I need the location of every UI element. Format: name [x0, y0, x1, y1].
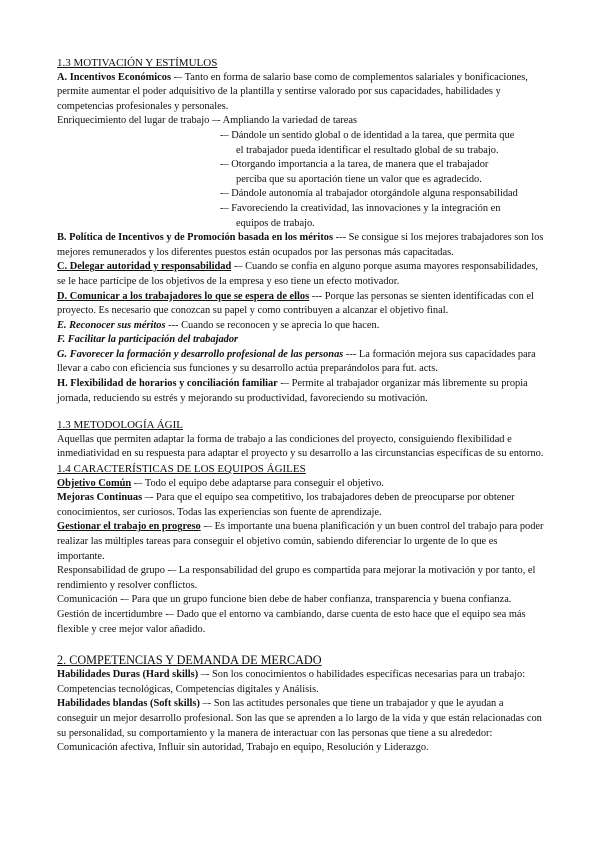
sub-item-importancia-cont: perciba que su aportación tiene un valor que es agradecido. [236, 173, 482, 185]
paragraph-responsabilidad: Responsabilidad de grupo -– La responsabilidad del grupo es compartida para mejorar la motivación y por tanto, el rendimiento y resolver conflictos. [57, 565, 536, 591]
term-facilitar: F. Facilitar la participación del trabajador [57, 334, 239, 346]
term-hard-skills: Habilidades Duras (Hard skills) [57, 669, 199, 681]
sub-item-sentido-global: -– Dándole un sentido global o de identidad a la tarea, que permita que [220, 129, 515, 141]
spacer [57, 406, 545, 418]
paragraph-incertidumbre: Gestión de incertidumbre -– Dado que el entorno va cambiando, darse cuenta de esto hace que el equipo sea más flexible y cree mejor valor añadido. [57, 608, 526, 635]
term-soft-skills: Habilidades blandas (Soft skills) [57, 698, 200, 710]
sub-item-creatividad-cont: equipos de trabajo. [236, 217, 315, 229]
term-politica-incentivos: B. Política de Incentivos y de Promoción basada en los méritos [57, 232, 334, 244]
sub-item-sentido-global-cont: el trabajador pueda identificar el resultado global de su trabajo. [236, 144, 499, 156]
spacer [57, 637, 545, 652]
paragraph-facilitar [57, 333, 545, 348]
paragraph-comunicacion: Comunicación -– Para que un grupo funcione bien debe de haber confianza, transparencia y buena confianza. [57, 594, 512, 606]
paragraph-incentivos-economicos: A. Incentivos Económicos -– Tanto en forma de salario base como de complementos salariales y bonificaciones, permite aumentar el poder adquisitivo de la plantilla y sentirse valorado por sus capacidades, habilidades y competencias profesionales y personales. [57, 71, 528, 112]
sub-item-autonomia: -– Dándole autonomía al trabajador otorgándole alguna responsabilidad [220, 188, 518, 200]
sub-item-importancia: -– Otorgando importancia a la tarea, de manera que el trabajador [220, 159, 489, 171]
term-formacion: G. Favorecer la formación y desarrollo profesional de las personas [57, 348, 344, 360]
term-comunicar: D. Comunicar a los trabajadores lo que se espera de ellos [57, 290, 310, 302]
document-page [57, 56, 545, 756]
term-objetivo-comun: Objetivo Común [57, 477, 132, 489]
term-incentivos-economicos: A. Incentivos Económicos [57, 71, 172, 83]
paragraph-mejoras-continuas: Mejoras Continuas –- Para que el equipo sea competitivo, los trabajadores deben de preocuparse por obtener conocimientos, ser curiosos. Todas las experiencias son fuente de aprendizaje. [57, 492, 515, 518]
term-mejoras-continuas: Mejoras Continuas [57, 492, 143, 504]
paragraph-flexibilidad: H. Flexibilidad de horarios y conciliación familiar -– Permite al trabajador organizar más libremente su propia jornada, reduciendo su estrés y mejorando su productividad, favoreciendo su motivación. [57, 378, 528, 404]
paragraph-formacion: G. Favorecer la formación y desarrollo profesional de las personas --- La formación mejora sus capacidades para llevar a cabo con eficiencia sus funciones y su desarrollo actúa preparándolos para fut. acts. [57, 348, 536, 375]
paragraph-hard-skills: Habilidades Duras (Hard skills) –- Son los conocimientos o habilidades específicas necesarias para un trabajo: Competencias tecnológicas, Competencias digitales y Análisis. [57, 669, 526, 695]
term-flexibilidad: H. Flexibilidad de horarios y conciliación familiar [57, 378, 278, 390]
term-reconocer: E. Reconocer sus méritos [57, 319, 166, 331]
sub-item-creatividad: -– Favoreciendo la creatividad, las innovaciones y la integración en [220, 202, 501, 214]
paragraph-enriquecimiento: Enriquecimiento del lugar de trabajo –- Ampliando la variedad de tareas [57, 115, 358, 127]
paragraph-reconocer: E. Reconocer sus méritos --- Cuando se reconocen y se aprecia lo que hacen. [57, 319, 380, 331]
section-title-motivacion: 1.3 MOTIVACIÓN Y ESTÍMULOS [57, 57, 218, 69]
paragraph-politica-incentivos: B. Política de Incentivos y de Promoción basada en los méritos --- Se consigue si los mejores trabajadores son los mejores remunerados y los diferentes puestos están ocupados por las personas más capacitadas. [57, 232, 544, 258]
section-title-metodologia: 1.3 METODOLOGÍA ÁGIL [57, 419, 183, 432]
paragraph-delegar-autoridad: C. Delegar autoridad y responsabilidad -– Cuando se confía en alguno porque asuma mayores responsabilidades, se le hace partícipe de los objetivos de la empresa y eso tiene un efecto motivador. [57, 261, 538, 287]
section-title-equipos-agiles: 1.4 CARACTERÍSTICAS DE LOS EQUIPOS ÁGILES [57, 463, 306, 476]
term-delegar-autoridad: C. Delegar autoridad y responsabilidad [57, 261, 232, 273]
paragraph-metodologia: Aquellas que permiten adaptar la forma de trabajo a las condiciones del proyecto, consiguiendo flexibilidad e inmediatividad en su respuesta para adaptar el proyecto y su desarrollo a las circunstancias específicas de su entorno. [57, 433, 544, 460]
paragraph-soft-skills: Habilidades blandas (Soft skills) –- Son las actitudes personales que tiene un trabajador y que le ayudan a conseguir un mejor desarrollo profesional. Son las que se aprenden a lo largo de la vida y que están relacionadas con su personalidad, su comportamiento y la manera de interactuar con las personas que tiene a su alrededor: Comunicación afectiva, Influir sin autoridad, Trabajo en equipo, Resolución y Liderazgo. [57, 698, 542, 754]
paragraph-objetivo-comun: Objetivo Común -– Todo el equipo debe adaptarse para conseguir el objetivo. [57, 477, 384, 489]
term-gestionar-trabajo: Gestionar el trabajo en progreso [57, 521, 201, 533]
paragraph-gestionar-trabajo: Gestionar el trabajo en progreso -– Es importante una buena planificación y un buen control del trabajo para poder realizar las múltiples tareas para conseguir el objetivo común, sabiendo diferenciar lo urgente de lo que es importante. [57, 521, 544, 562]
section-title-competencias: 2. COMPETENCIAS Y DEMANDA DE MERCADO [57, 653, 322, 668]
paragraph-comunicar: D. Comunicar a los trabajadores lo que se espera de ellos --- Porque las personas se sienten identificadas con el proyecto. Es necesario que conozcan su papel y como contribuyen a alcanzar el objetivo final. [57, 290, 534, 317]
